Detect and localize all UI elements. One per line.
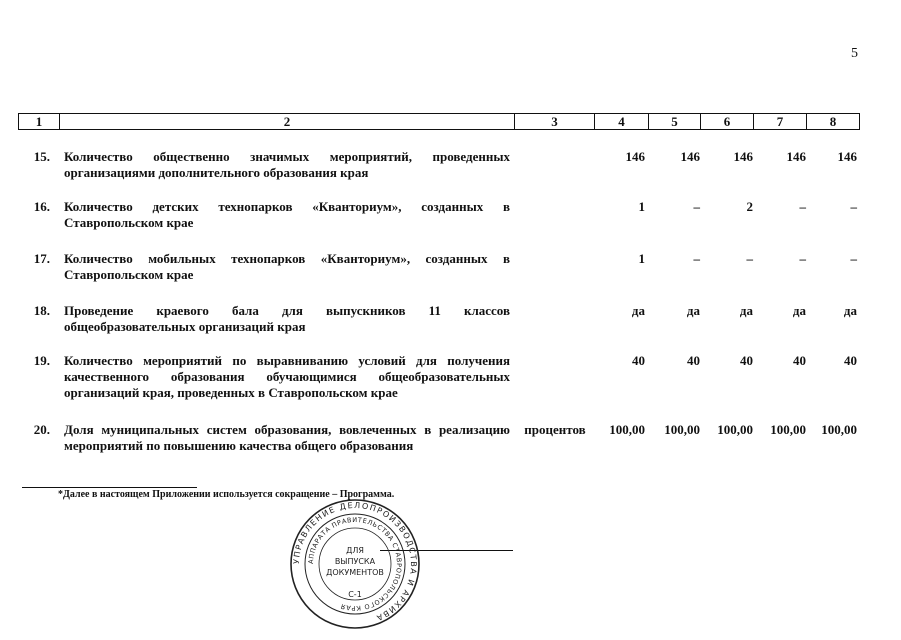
value-col-6: да	[739, 303, 753, 318]
stamp-center-line-3: ДОКУМЕНТОВ	[326, 568, 384, 577]
stamp-inner-text: АППАРАТА ПРАВИТЕЛЬСТВА СТАВРОПОЛЬСКОГО КРАЯ	[306, 515, 404, 613]
official-stamp	[287, 494, 423, 634]
value-col-8: –	[850, 251, 857, 266]
column-header-7: 7	[754, 114, 807, 130]
column-header-3: 3	[515, 114, 595, 130]
column-header-6: 6	[701, 114, 754, 130]
value-col-5: 40	[687, 353, 700, 368]
footnote-divider	[22, 487, 197, 488]
indicator-text: Количество общественно значимых мероприятий, проведенных организациями дополнительного образования края	[64, 149, 510, 180]
row-number: 17.	[33, 251, 50, 266]
stamp-bottom-code: С-1	[348, 590, 362, 599]
indicator-text: Проведение краевого бала для выпускников 11 классов общеобразовательных организаций края	[64, 303, 510, 334]
indicator-text: Количество мероприятий по выравниванию условий для получения качественного образования обучающимися общеобразовательных организаций края, проведенных в Ставропольском крае	[64, 353, 510, 400]
value-col-6: 146	[733, 149, 753, 164]
indicator-text: Доля муниципальных систем образования, вовлеченных в реализацию мероприятий по повышению качества общего образования	[64, 422, 510, 453]
column-header-row	[18, 113, 860, 130]
value-col-5: 100,00	[664, 422, 700, 437]
value-col-7: да	[792, 303, 806, 318]
value-col-7: 40	[793, 353, 806, 368]
value-col-6: –	[746, 251, 753, 266]
value-col-6: 40	[740, 353, 753, 368]
value-col-8: 146	[837, 149, 857, 164]
value-col-5: 146	[680, 149, 700, 164]
value-col-4: 100,00	[609, 422, 645, 437]
value-col-4: 40	[632, 353, 645, 368]
column-header-8: 8	[807, 114, 860, 130]
column-header-2: 2	[60, 114, 515, 130]
indicator-text: Количество детских технопарков «Кванториум», созданных в Ставропольском крае	[64, 199, 510, 230]
stamp-center-line-2: ВЫПУСКА	[334, 557, 376, 566]
value-col-8: 100,00	[821, 422, 857, 437]
value-col-8: 40	[844, 353, 857, 368]
value-col-4: 1	[638, 251, 645, 266]
value-col-7: –	[799, 199, 806, 214]
value-col-5: –	[693, 251, 700, 266]
value-col-4: 1	[638, 199, 645, 214]
value-col-5: да	[686, 303, 700, 318]
row-number: 19.	[33, 353, 50, 368]
row-number: 16.	[33, 199, 50, 214]
value-col-5: –	[693, 199, 700, 214]
value-col-4: 146	[625, 149, 645, 164]
value-col-6: 100,00	[717, 422, 753, 437]
value-col-7: –	[799, 251, 806, 266]
value-col-7: 100,00	[770, 422, 806, 437]
page-number: 5	[851, 46, 858, 61]
column-header-5: 5	[649, 114, 701, 130]
stamp-center-line-1: ДЛЯ	[346, 546, 364, 555]
unit-cell: процентов	[524, 422, 586, 437]
value-col-7: 146	[786, 149, 806, 164]
row-number: 15.	[33, 149, 50, 164]
value-col-8: –	[850, 199, 857, 214]
value-col-6: 2	[746, 199, 753, 214]
row-number: 20.	[33, 422, 50, 437]
column-header-4: 4	[595, 114, 649, 130]
stamp-outer-text: УПРАВЛЕНИЕ ДЕЛОПРОИЗВОДСТВА И АРХИВА	[291, 500, 419, 623]
column-header-1: 1	[19, 114, 60, 130]
value-col-8: да	[843, 303, 857, 318]
footnote: *Далее в настоящем Приложении используется сокращение – Программа.	[58, 489, 395, 500]
value-col-4: да	[631, 303, 645, 318]
row-number: 18.	[33, 303, 50, 318]
indicator-text: Количество мобильных технопарков «Кванториум», созданных в Ставропольском крае	[64, 251, 510, 282]
